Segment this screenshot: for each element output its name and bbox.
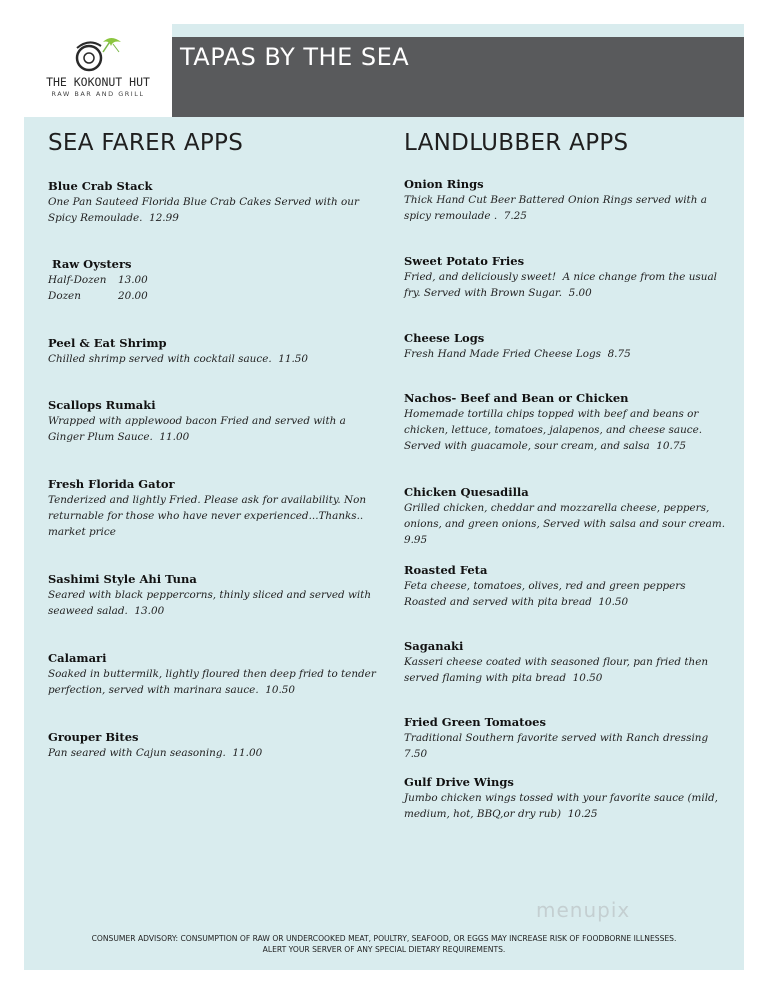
sea-farer-title: SEA FARER APPS [48,130,244,156]
item-name: Grouper Bites [48,730,139,744]
price-value: 13.00 [118,274,148,286]
item-description: Thick Hand Cut Beer Battered Onion Rings served with a spicy remoulade . 7.25 [404,194,711,222]
item-name: Chicken Quesadilla [404,485,529,499]
menu-item [404,253,726,301]
menu-item [404,484,732,548]
price-label: Dozen [48,290,81,302]
price-row [48,272,148,288]
item-name: Fried Green Tomatoes [404,715,546,729]
item-description: Fresh Hand Made Fried Cheese Logs 8.75 [404,348,631,360]
item-name: Sashimi Style Ahi Tuna [48,572,197,586]
price-value: 20.00 [118,290,148,302]
item-description: Traditional Southern favorite served with Ranch dressing 7.50 [404,732,715,760]
item-description: Grilled chicken, cheddar and mozzarella cheese, peppers, onions, and green onions, Served with salsa and sour cream. 9.95 [404,502,732,546]
landlubber-column [404,130,732,820]
item-name: Scallops Rumaki [48,398,156,412]
item-description: Wrapped with applewood bacon Fried and served with a Ginger Plum Sauce. 11.00 [48,415,350,443]
item-description: Feta cheese, tomatoes, olives, red and green peppers Roasted and served with pita bread 10.50 [404,580,689,608]
price-row [48,288,148,304]
page-title: TAPAS BY THE SEA [180,43,410,71]
advisory-line: CONSUMER ADVISORY: CONSUMPTION OF RAW OR UNDERCOOKED MEAT, POULTRY, SEAFOOD, OR EGGS MAY INCREASE RISK OF FOODBORNE ILLNESSES. [91,934,677,943]
item-description: Tenderized and lightly Fried. Please ask for availability. Non returnable for those who have never experienced...Thanks.. market price [48,494,370,538]
menu-page [24,24,744,970]
coconut-umbrella-icon [69,36,127,74]
item-name: Fresh Florida Gator [48,477,175,491]
item-description: Chilled shrimp served with cocktail sauce. 11.50 [48,353,308,365]
item-name: Sweet Potato Fries [404,254,525,268]
item-description: Fried, and deliciously sweet! A nice change from the usual fry. Served with Brown Sugar. 5.00 [404,271,721,299]
menu-item [48,256,148,304]
menu-item [48,476,378,540]
menu-item [48,650,378,698]
item-name: Blue Crab Stack [48,179,153,193]
menu-item [404,176,726,224]
item-name: Onion Rings [404,177,484,191]
header-banner [172,37,744,117]
menu-item [48,571,378,619]
item-description: One Pan Sauteed Florida Blue Crab Cakes Served with our Spicy Remoulade. 12.99 [48,196,363,224]
item-description: Soaked in buttermilk, lightly floured then deep fried to tender perfection, served with marinara sauce. 10.50 [48,668,380,696]
price-label: Half-Dozen [48,274,107,286]
landlubber-title: LANDLUBBER APPS [404,130,629,156]
watermark: menupix [536,898,631,922]
item-name: Peel & Eat Shrimp [48,336,167,350]
menu-item [404,714,726,762]
item-description: Pan seared with Cajun seasoning. 11.00 [48,747,263,759]
item-name: Cheese Logs [404,331,485,345]
menu-item [48,729,262,761]
menu-item [404,330,631,362]
item-description: Kasseri cheese coated with seasoned flour, pan fried then served flaming with pita bread 10.50 [404,656,712,684]
item-name: Raw Oysters [48,257,132,271]
item-name: Calamari [48,651,107,665]
item-description: Homemade tortilla chips topped with beef and beans or chicken, lettuce, tomatoes, jalapenos, and cheese sauce. Served with guacamole, sour cream, and salsa 10.75 [404,408,709,452]
item-name: Saganaki [404,639,464,653]
menu-item [404,638,726,686]
menu-item [48,397,378,445]
menu-item [48,178,378,226]
menu-item [48,335,308,367]
menu-item [404,774,726,822]
item-name: Roasted Feta [404,563,488,577]
item-description: Seared with black peppercorns, thinly sliced and served with seaweed salad. 13.00 [48,589,375,617]
menu-item [404,390,726,454]
item-name: Gulf Drive Wings [404,775,514,789]
sea-farer-column [48,130,380,759]
menu-item [404,562,726,610]
item-description: Jumbo chicken wings tossed with your favorite sauce (mild, medium, hot, BBQ,or dry rub) 10.25 [404,792,722,820]
item-name: Nachos- Beef and Bean or Chicken [404,391,629,405]
logo-name: THE KOKONUT HUT [46,75,150,89]
advisory-line: ALERT YOUR SERVER OF ANY SPECIAL DIETARY REQUIREMENTS. [262,945,506,954]
restaurant-logo [24,24,172,117]
logo-tagline: RAW BAR AND GRILL [51,90,145,98]
consumer-advisory [24,933,744,955]
